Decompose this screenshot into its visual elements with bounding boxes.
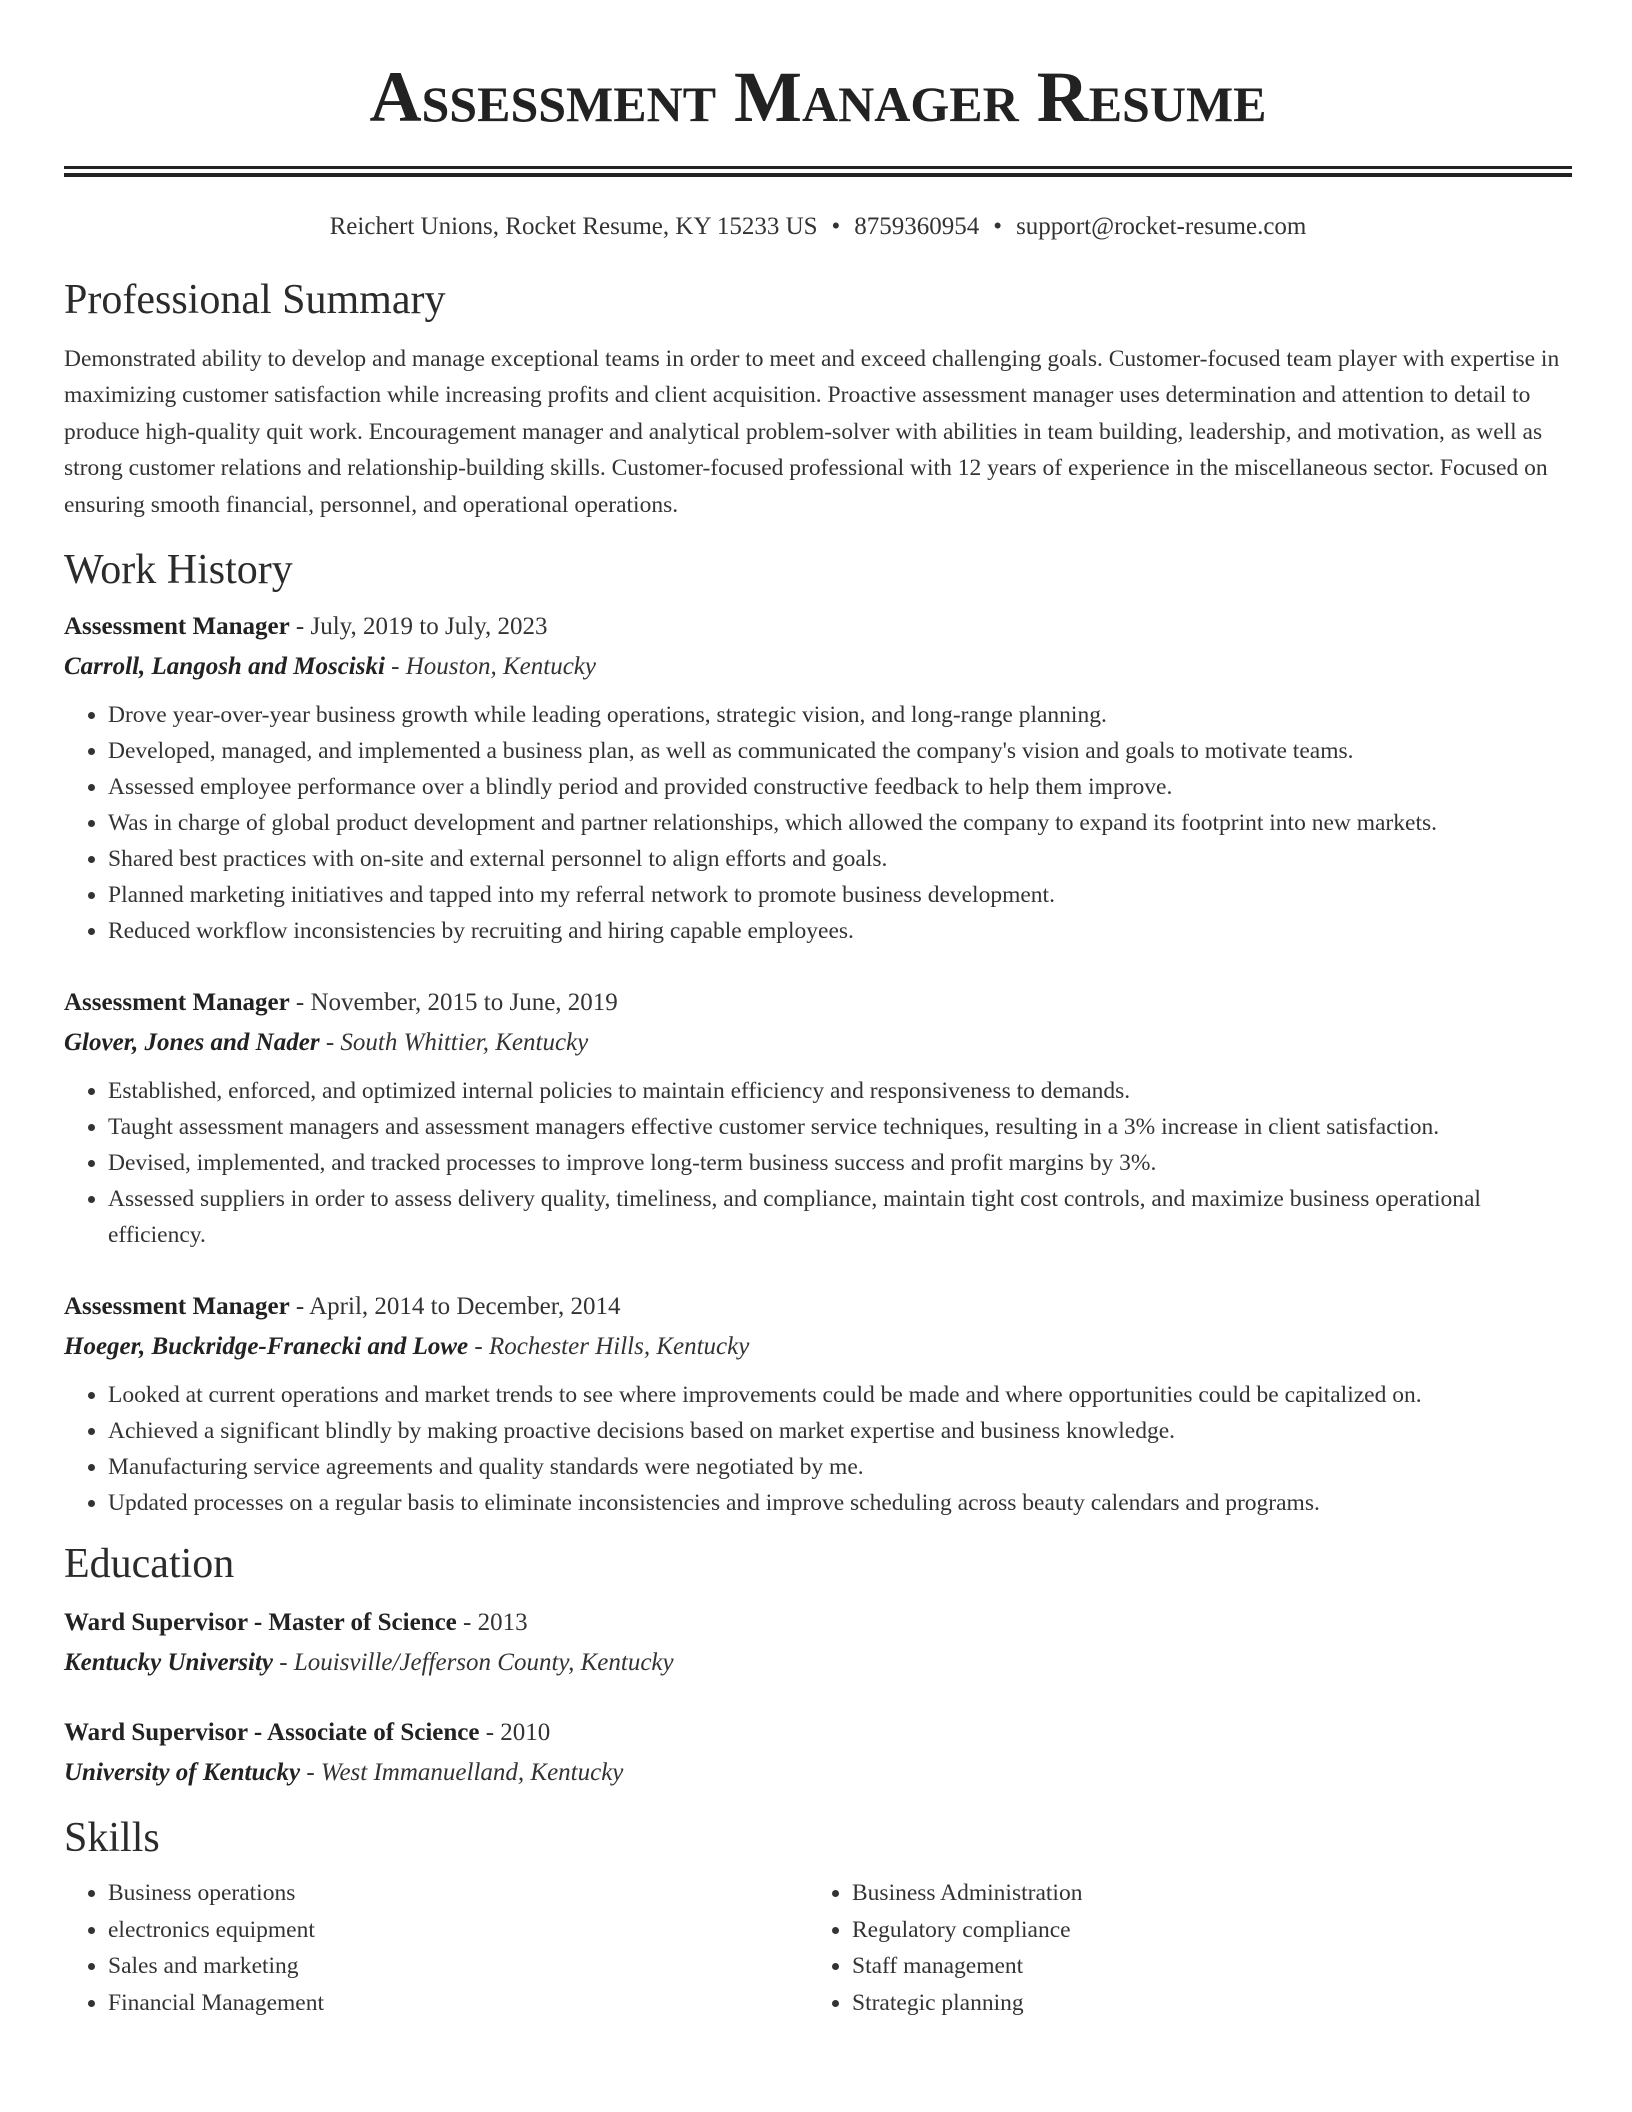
list-item: • Assessed suppliers in order to assess delivery quality, timeliness, and compliance, maintain tight cost controls, and maximize business operational efficiency.: [108, 1181, 1572, 1253]
job-duties-list: [64, 697, 1572, 949]
job-entry: [64, 607, 1572, 949]
job-company: Glover, Jones and Nader: [64, 1029, 320, 1057]
list-item: • Reduced workflow inconsistencies by recruiting and hiring capable employees.: [108, 913, 1572, 949]
job-company-line: [64, 647, 1572, 687]
job-entry: [64, 983, 1572, 1253]
job-header: [64, 1287, 1572, 1327]
contact-email: support@rocket-resume.com: [1016, 213, 1307, 240]
list-item: • Sales and marketing: [108, 1948, 808, 1985]
education-school-line: [64, 1643, 1572, 1683]
education-location: - West Immanuelland, Kentucky: [300, 1759, 624, 1787]
job-duties-list: [64, 1377, 1572, 1521]
contact-address: Reichert Unions, Rocket Resume, KY 15233 US: [329, 213, 818, 240]
skills-heading: Skills: [64, 1815, 160, 1862]
education-school: University of Kentucky: [64, 1759, 301, 1787]
title-divider: [64, 166, 1572, 177]
education-year: - 2010: [479, 1719, 551, 1747]
contact-line: [64, 211, 1572, 243]
job-entry: [64, 1287, 1572, 1521]
job-company: Hoeger, Buckridge-Franecki and Lowe: [64, 1333, 469, 1361]
education-school: Kentucky University: [64, 1649, 274, 1677]
list-item: • Taught assessment managers and assessment managers effective customer service techniques, resulting in a 3% increase in client satisfaction.: [108, 1109, 1572, 1145]
list-item: • Business Administration: [852, 1875, 1552, 1912]
list-item: • Achieved a significant blindly by making proactive decisions based on market expertise and business knowledge.: [108, 1413, 1572, 1449]
education-year: - 2013: [456, 1609, 528, 1637]
contact-phone: 8759360954: [854, 213, 980, 240]
job-duties-list: [64, 1073, 1572, 1253]
education-degree: Ward Supervisor - Associate of Science: [64, 1719, 480, 1747]
job-location: - South Whittier, Kentucky: [319, 1029, 589, 1057]
list-item: • Devised, implemented, and tracked processes to improve long-term business success and profit margins by 3%.: [108, 1145, 1572, 1181]
list-item: • Shared best practices with on-site and external personnel to align efforts and goals.: [108, 841, 1572, 877]
job-company: Carroll, Langosh and Mosciski: [64, 653, 385, 681]
job-header: [64, 983, 1572, 1023]
job-location: - Rochester Hills, Kentucky: [468, 1333, 750, 1361]
resume-page: [64, 0, 1572, 2021]
list-item: • Strategic planning: [852, 1985, 1552, 2022]
list-item: • Updated processes on a regular basis to eliminate inconsistencies and improve scheduling across beauty calendars and programs.: [108, 1485, 1572, 1521]
job-role: Assessment Manager: [64, 1293, 290, 1321]
job-dates: - July, 2019 to July, 2023: [289, 613, 548, 641]
job-role: Assessment Manager: [64, 613, 290, 641]
education-school-line: [64, 1753, 1572, 1793]
list-item: • electronics equipment: [108, 1912, 808, 1949]
contact-separator: •: [993, 213, 1003, 240]
job-dates: - April, 2014 to December, 2014: [289, 1293, 621, 1321]
job-location: - Houston, Kentucky: [384, 653, 596, 681]
education-entry: [64, 1713, 1572, 1793]
list-item: • Regulatory compliance: [852, 1912, 1552, 1949]
list-item: • Established, enforced, and optimized internal policies to maintain efficiency and responsiveness to demands.: [108, 1073, 1572, 1109]
summary-text: Demonstrated ability to develop and manage exceptional teams in order to meet and exceed challenging goals. Customer-focused team player with expertise in maximizing customer satisfaction while increasing profits and client acquisition. Proactive assessment manager uses determination and attention to detail to produce high-quality quit work. Encouragement manager and analytical problem-solver with abilities in team building, leadership, and motivation, as well as strong customer relations and relationship-building skills. Customer-focused professional with 12 years of experience in the miscellaneous sector. Focused on ensuring smooth financial, personnel, and operational operations.: [64, 346, 1560, 518]
education-entry: [64, 1603, 1572, 1683]
job-header: [64, 607, 1572, 647]
job-company-line: [64, 1023, 1572, 1063]
summary-heading: Professional Summary: [64, 277, 446, 323]
skills-list-right: [808, 1875, 1552, 2021]
list-item: • Developed, managed, and implemented a business plan, as well as communicated the company's vision and goals to motivate teams.: [108, 733, 1572, 769]
list-item: • Drove year-over-year business growth while leading operations, strategic vision, and long-range planning.: [108, 697, 1572, 733]
list-item: • Business operations: [108, 1875, 808, 1912]
job-role: Assessment Manager: [64, 989, 290, 1017]
list-item: • Looked at current operations and market trends to see where improvements could be made and where opportunities could be capitalized on.: [108, 1377, 1572, 1413]
list-item: • Financial Management: [108, 1985, 808, 2022]
education-header: [64, 1603, 1572, 1643]
skills-columns: [64, 1875, 1572, 2021]
list-item: • Manufacturing service agreements and quality standards were negotiated by me.: [108, 1449, 1572, 1485]
job-company-line: [64, 1327, 1572, 1367]
list-item: • Staff management: [852, 1948, 1552, 1985]
contact-separator: •: [831, 213, 841, 240]
list-item: • Was in charge of global product development and partner relationships, which allowed the company to expand its footprint into new markets.: [108, 805, 1572, 841]
work-history-heading: Work History: [64, 547, 293, 594]
list-item: • Planned marketing initiatives and tapped into my referral network to promote business development.: [108, 877, 1572, 913]
resume-title: Assessment Manager Resume: [369, 57, 1267, 137]
job-dates: - November, 2015 to June, 2019: [289, 989, 618, 1017]
education-header: [64, 1713, 1572, 1753]
skills-list-left: [64, 1875, 808, 2021]
education-degree: Ward Supervisor - Master of Science: [64, 1609, 457, 1637]
list-item: • Assessed employee performance over a blindly period and provided constructive feedback to help them improve.: [108, 769, 1572, 805]
education-heading: Education: [64, 1541, 235, 1588]
education-location: - Louisville/Jefferson County, Kentucky: [273, 1649, 674, 1677]
